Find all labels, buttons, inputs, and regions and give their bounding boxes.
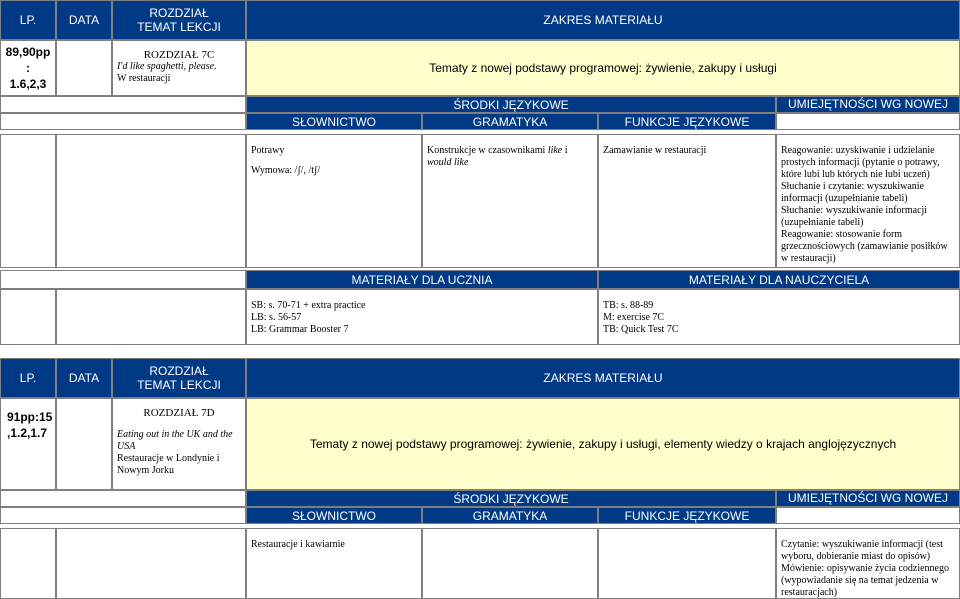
header-temat-label: TEMAT LEKCJI: [137, 20, 221, 34]
materialy-blank-lp: [0, 289, 56, 345]
umiejetnosci-cell: Czytanie: wyszukiwanie informacji (test wyboru, dobieranie miast do opisów) Mówienie: opisywanie życia codziennego (wypowiadanie się na temat jedzenia w restauracjach): [776, 528, 960, 599]
slownictwo-header-label: SŁOWNICTWO: [292, 508, 376, 523]
funkcje-header-label: FUNKCJE JĘZYKOWE: [624, 508, 750, 523]
chapter-topic: Restauracje w Londynie i Nowym Jorku: [117, 453, 220, 476]
umiejetnosci-header-label: UMIEJĘTNOŚCI WG NOWEJ: [788, 97, 948, 111]
header-zakres-label: ZAKRES MATERIAŁU: [543, 371, 663, 385]
content-blank-lp: [0, 134, 56, 268]
header-data: [56, 0, 112, 40]
umiejetnosci-header-blank: [776, 113, 960, 130]
funkcje-header: [598, 113, 776, 130]
slownictwo-cell: [246, 528, 422, 599]
gramatyka-cell: [422, 134, 598, 268]
chapter-subtitle: Eating out in the UK and the USA: [117, 429, 233, 452]
header-lp: [0, 358, 56, 398]
materialy-ucznia-header: [246, 270, 598, 289]
umiejetnosci-header-label: UMIEJĘTNOŚCI WG NOWEJ: [788, 491, 948, 505]
umiejetnosci-header: [776, 490, 960, 507]
lesson-pages-text: 89,90pp : 1.6,2,3: [5, 45, 51, 91]
funkcje-header: [598, 507, 776, 524]
funkcje-cell: [598, 528, 776, 599]
gramatyka-like: like: [547, 145, 563, 156]
chapter-title: ROZDZIAŁ 7D: [143, 407, 215, 419]
umiejetnosci-cell: Reagowanie: uzyskiwanie i udzielanie prostych informacji (pytanie o potrawy, które lubi lub których nie lubi uczeń) Słuchanie i czytanie: wyszukiwanie informacji (uzupełnianie tabeli) Słuchanie: wyszukiwanie informacji (uzupełnianie tabeli) Reagowanie: stosowanie form grzecznościowych (zamawianie posiłków w restauracji): [776, 134, 960, 268]
lesson-date: [56, 40, 112, 96]
gramatyka-cell: [422, 528, 598, 599]
slownictwo-header: [246, 507, 422, 524]
umiejetnosci-header-blank: [776, 507, 960, 524]
header-rozdzial-label: ROZDZIAŁ: [149, 6, 209, 20]
gramatyka-header-label: GRAMATYKA: [472, 508, 548, 523]
header-rozdzial: [112, 0, 246, 40]
slownictwo-item: Potrawy: [251, 145, 285, 156]
header-data: [56, 358, 112, 398]
spacer-cell: [0, 270, 246, 289]
spacer-cell: [0, 490, 246, 507]
lesson-topics-text: Tematy z nowej podstawy programowej: żywienie, zakupy i usługi, elementy wiedzy o krajach anglojęzycznych: [309, 437, 897, 451]
srodki-header-label: ŚRODKI JĘZYKOWE: [453, 97, 569, 112]
header-lp-label: LP.: [19, 371, 37, 385]
header-rozdzial: [112, 358, 246, 398]
lesson-topics: [246, 398, 960, 490]
header-zakres: [246, 0, 960, 40]
chapter-topic: W restauracji: [117, 73, 171, 84]
gramatyka-header-label: GRAMATYKA: [472, 114, 548, 129]
srodki-header: [246, 490, 776, 507]
header-lp: [0, 0, 56, 40]
materialy-nauczyciela-header: [598, 270, 960, 289]
chapter-title: ROZDZIAŁ 7C: [143, 49, 215, 61]
content-blank-chapter: [56, 134, 246, 268]
lesson-pages: [0, 398, 56, 490]
header-data-label: DATA: [68, 13, 100, 27]
funkcje-text: Zamawianie w restauracji: [603, 145, 707, 156]
lesson-topics-text: Tematy z nowej podstawy programowej: żywienie, zakupy i usługi: [429, 61, 777, 75]
spacer-cell: [0, 507, 246, 524]
header-data-label: DATA: [68, 371, 100, 385]
header-zakres-label: ZAKRES MATERIAŁU: [543, 13, 663, 27]
content-blank-lp: [0, 528, 56, 599]
srodki-header-label: ŚRODKI JĘZYKOWE: [453, 491, 569, 506]
lesson-date: [56, 398, 112, 490]
srodki-header: [246, 96, 776, 113]
slownictwo-header-label: SŁOWNICTWO: [292, 114, 376, 129]
gramatyka-i: i: [562, 145, 568, 156]
funkcje-cell: [598, 134, 776, 268]
slownictwo-item: Wymowa: /ʃ/, /tʃ/: [251, 165, 321, 176]
funkcje-header-label: FUNKCJE JĘZYKOWE: [624, 114, 750, 129]
lesson-pages-text: 91pp:15 ,1.2,1.7: [7, 410, 53, 440]
spacer-cell: [0, 96, 246, 113]
chapter-cell: [112, 398, 246, 490]
materialy-blank-chapter: [56, 289, 246, 345]
lesson-topics: [246, 40, 960, 96]
gramatyka-header: [422, 113, 598, 130]
header-zakres: [246, 358, 960, 398]
materialy-ucznia-header-label: MATERIAŁY DLA UCZNIA: [351, 272, 493, 287]
gramatyka-text: Konstrukcje w czasownikami: [427, 145, 548, 156]
umiejetnosci-header: [776, 96, 960, 113]
slownictwo-cell: [246, 134, 422, 268]
spacer-cell: [0, 113, 246, 130]
chapter-cell: [112, 40, 246, 96]
slownictwo-item: Restauracje i kawiarnie: [251, 539, 345, 550]
materialy-nauczyciela-header-label: MATERIAŁY DLA NAUCZYCIELA: [688, 272, 870, 287]
materialy-ucznia-cell: SB: s. 70-71 + extra practice LB: s. 56-57 LB: Grammar Booster 7: [246, 289, 598, 345]
lesson-pages: [0, 40, 56, 96]
gramatyka-would-like: would like: [427, 157, 469, 168]
slownictwo-header: [246, 113, 422, 130]
gramatyka-header: [422, 507, 598, 524]
content-blank-chapter: [56, 528, 246, 599]
chapter-subtitle: I'd like spaghetti, please.: [117, 61, 217, 72]
header-rozdzial-label: ROZDZIAŁ: [149, 364, 209, 378]
header-temat-label: TEMAT LEKCJI: [137, 378, 221, 392]
header-lp-label: LP.: [19, 13, 37, 27]
materialy-nauczyciela-cell: TB: s. 88-89 M: exercise 7C TB: Quick Test 7C: [598, 289, 960, 345]
